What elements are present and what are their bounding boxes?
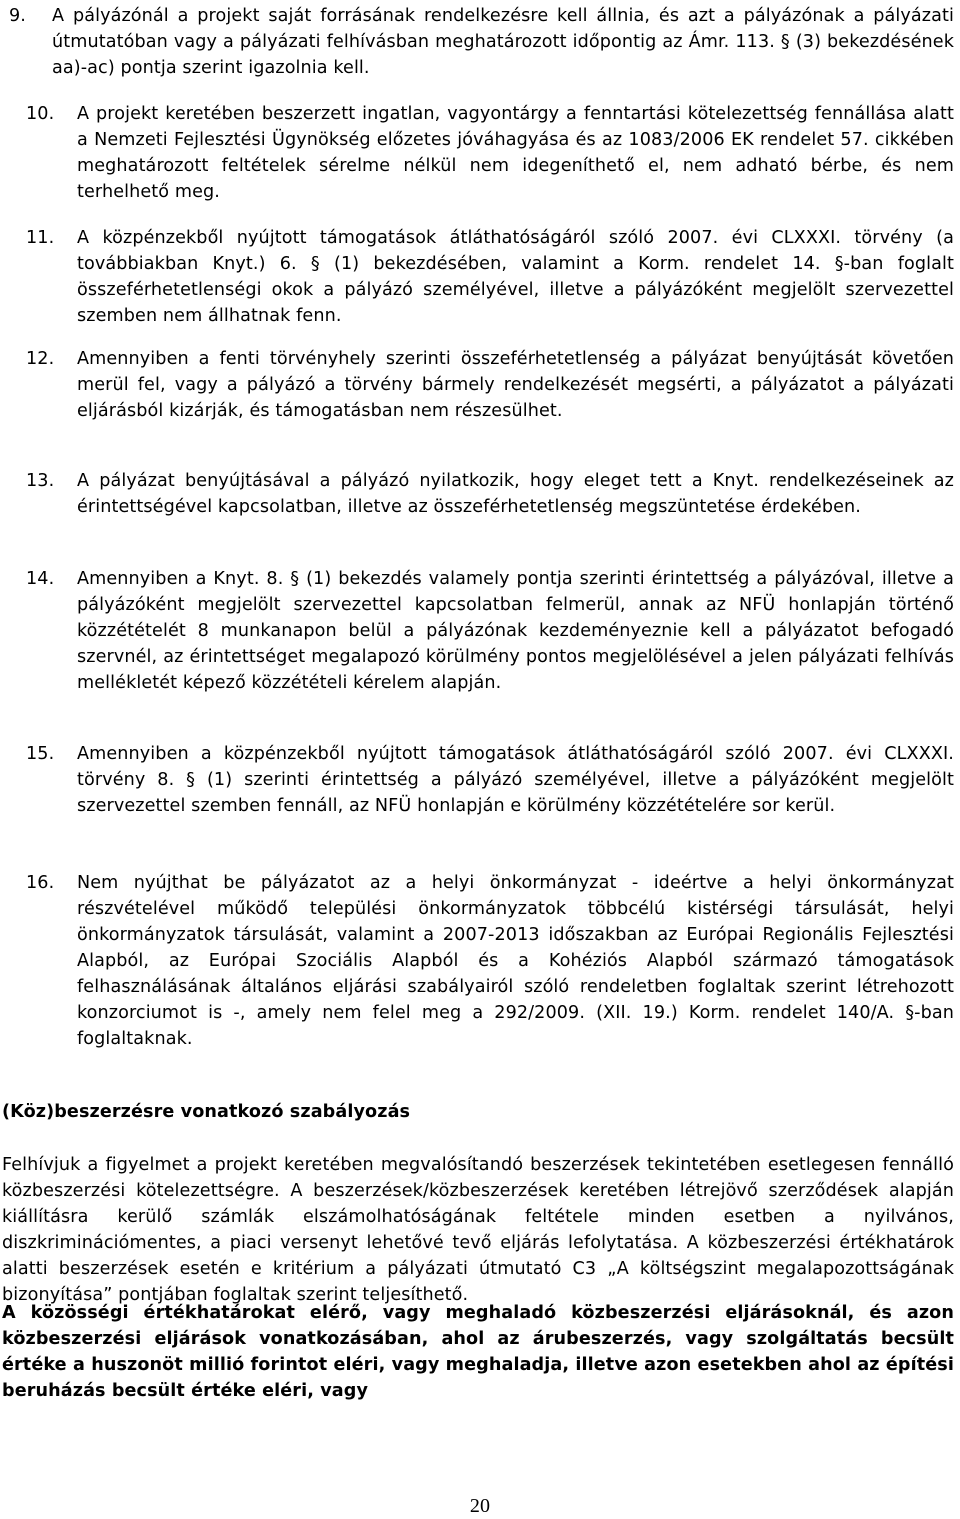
list-item-text: A projekt keretében beszerzett ingatlan, vagyontárgy a fenntartási kötelezettség fennállása alatt a Nemzeti Fejlesztési Ügynökség előzetes jóváhagyása és az 1083/2006 EK rendelet 57. cikkében meghatározott feltételek sérelme nélkül nem idegeníthető el, nem adható bérbe, és nem terhelhető meg.	[77, 104, 954, 202]
bold-paragraph: A közösségi értékhatárokat elérő, vagy meghaladó közbeszerzési eljárásoknál, és azon közbeszerzési eljárások vonatkozásában, ahol az árubeszerzés, vagy szolgáltatás becsült értéke a huszonöt millió forintot eléri, vagy meghaladja, illetve azon esetekben ahol az építési beruházás becsült értéke eléri, vagy	[2, 1303, 954, 1401]
list-item-text: Amennyiben a közpénzekből nyújtott támogatások átláthatóságáról szóló 2007. évi CLXXXI. törvény 8. § (1) szerinti érintettség a pályázó személyével, illetve a pályázóként megjelölt szervezettel szemben fennáll, az NFÜ honlapján e körülmény közzétételére sor kerül.	[77, 744, 954, 816]
section-heading: (Köz)beszerzésre vonatkozó szabályozás	[2, 1102, 411, 1122]
list-item-text: A pályázónál a projekt saját forrásának rendelkezésre kell állnia, és azt a pályázónak a pályázati útmutatóban vagy a pályázati felhívásban meghatározott időpontig az Ámr. 113. § (3) bekezdésének aa)-ac) pontja szerint igazolnia kell.	[52, 6, 954, 78]
list-item-text: A pályázat benyújtásával a pályázó nyilatkozik, hogy eleget tett a Knyt. rendelkezéseinek az érintettségével kapcsolatban, illetve az összeférhetetlenség megszüntetése érdekében.	[77, 471, 954, 517]
page-number: 20	[469, 1495, 491, 1517]
body-paragraph: Felhívjuk a figyelmet a projekt keretében megvalósítandó beszerzések tekintetében esetlegesen fennálló közbeszerzési kötelezettségre. A beszerzések/közbeszerzések keretében létrejövő szerződések alapján kiállításra kerülő számlák elszámolhatóságának feltétele minden esetben a nyilvános, diszkriminációmentes, a piaci versenyt lehetővé tevő eljárás lefolytatása. A közbeszerzési értékhatárok alatti beszerzések esetén e kritérium a pályázati útmutató C3 „A költségszint megalapozottságának bizonyítása” pontjában foglaltak szerint teljesíthető.	[2, 1155, 954, 1305]
list-item-number: 11.	[26, 228, 55, 248]
list-item-number: 16.	[26, 873, 55, 893]
list-item-number: 12.	[26, 349, 55, 369]
list-item-number: 13.	[26, 471, 55, 491]
list-item-text: Amennyiben a Knyt. 8. § (1) bekezdés valamely pontja szerinti érintettség a pályázóval, illetve a pályázóként megjelölt szervezettel kapcsolatban felmerül, annak az NFÜ honlapján történő közzétételét 8 munkanapon belül a pályázónak kezdeményeznie kell a pályázatot befogadó szervnél, az érintettséget megalapozó körülmény pontos megjelölésével a jelen pályázati felhívás mellékletét képező közzétételi kérelem alapján.	[77, 569, 954, 693]
list-item-text: A közpénzekből nyújtott támogatások átláthatóságáról szóló 2007. évi CLXXXI. törvény (a továbbiakban Knyt.) 6. § (1) bekezdésében, valamint a Korm. rendelet 14. §-ban foglalt összeférhetetlenségi okok a pályázó személyével, illetve a pályázóként megjelölt szervezettel szemben nem állhatnak fenn.	[77, 228, 954, 326]
list-item-number: 9.	[9, 6, 26, 26]
list-item-text: Nem nyújthat be pályázatot az a helyi önkormányzat - ideértve a helyi önkormányzat részvételével működő települési önkormányzatok többcélú kistérségi társulását, helyi önkormányzatok társulását, valamint a 2007-2013 időszakban az Európai Regionális Fejlesztési Alapból, az Európai Szociális Alapból és a Kohéziós Alapból származó támogatások felhasználásának általános eljárási szabályairól szóló rendeletben foglaltak szerint létrehozott konzorciumot is -, amely nem felel meg a 292/2009. (XII. 19.) Korm. rendelet 140/A. §-ban foglaltaknak.	[77, 873, 954, 1049]
list-item-number: 14.	[26, 569, 55, 589]
list-item-number: 10.	[26, 104, 55, 124]
list-item-text: Amennyiben a fenti törvényhely szerinti összeférhetetlenség a pályázat benyújtását követően merül fel, vagy a pályázó a törvény bármely rendelkezését megsérti, a pályázatot a pályázati eljárásból kizárják, és támogatásban nem részesülhet.	[77, 349, 954, 421]
list-item-number: 15.	[26, 744, 55, 764]
